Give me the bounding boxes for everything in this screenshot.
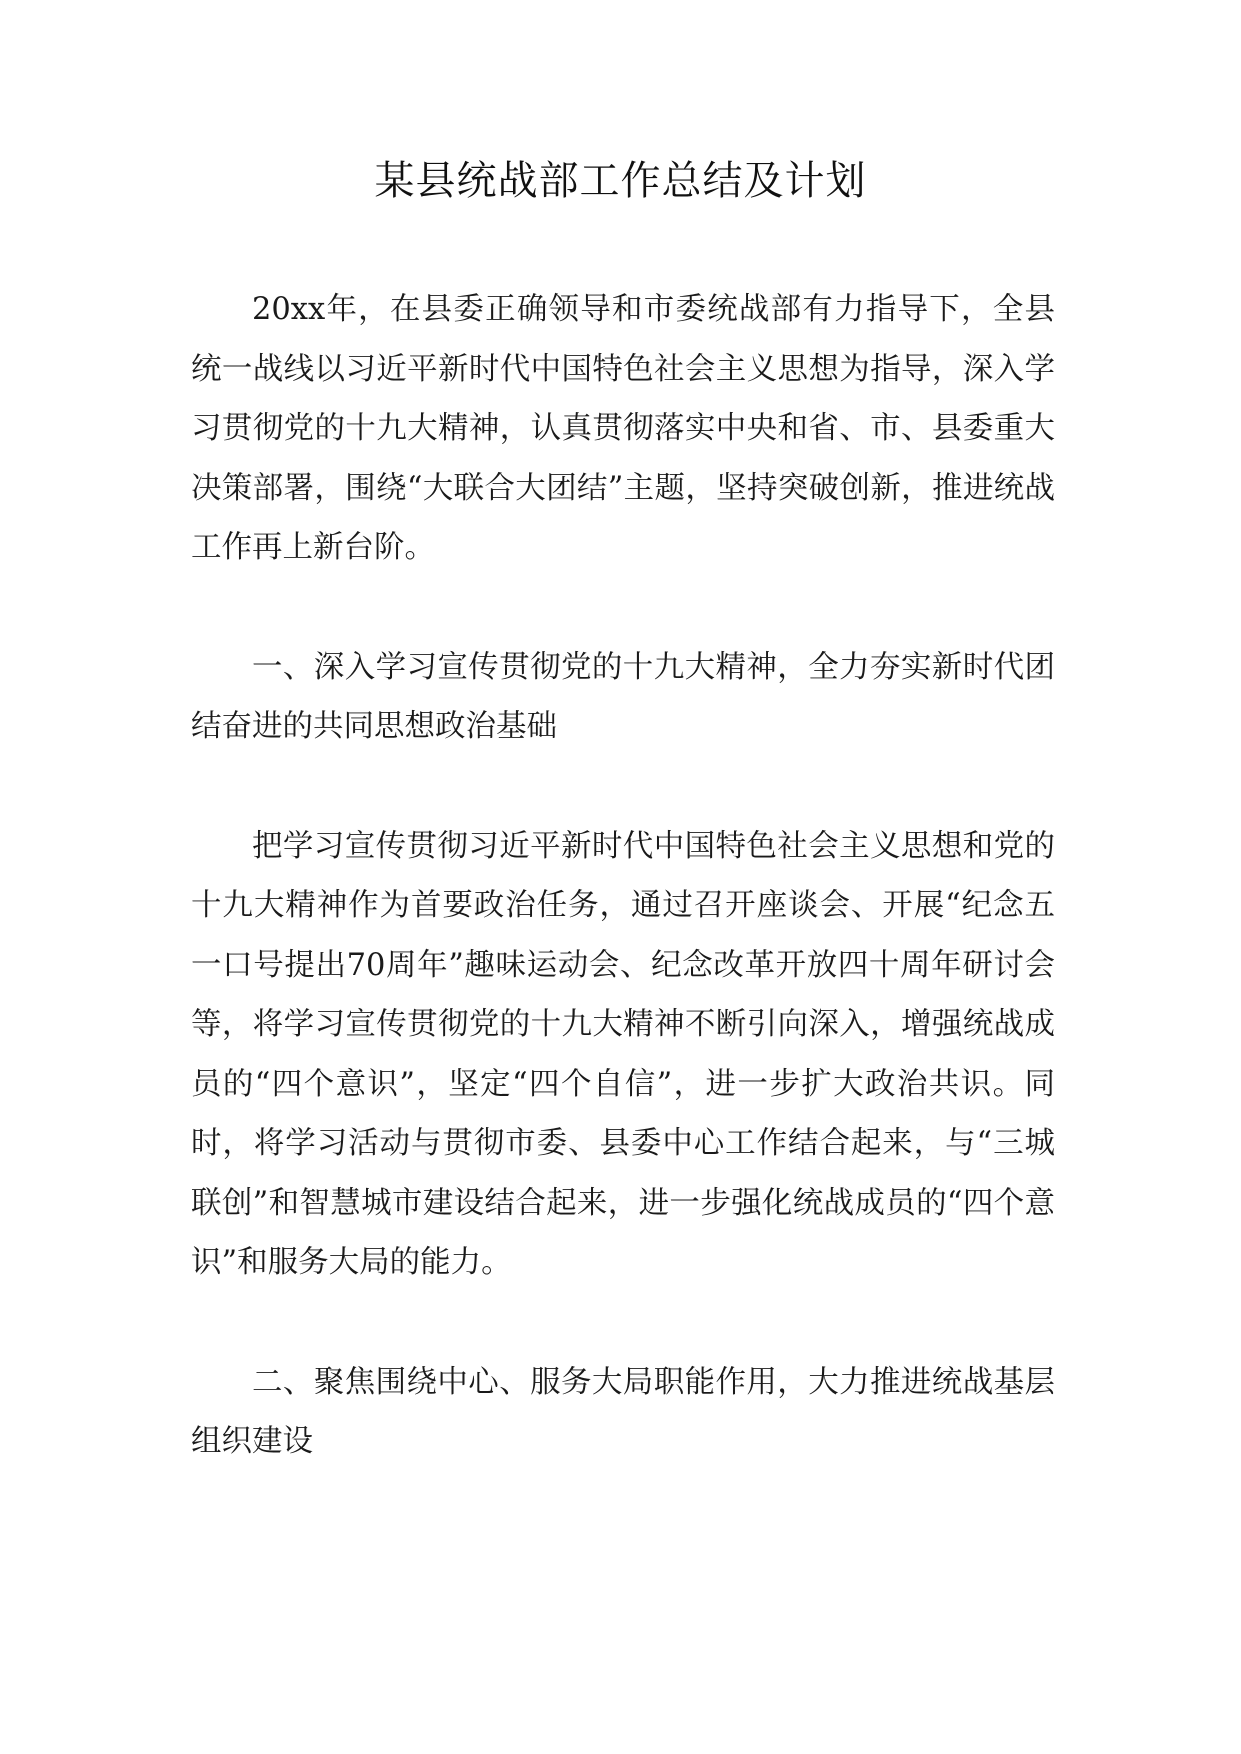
paragraph-gap xyxy=(191,1293,1055,1353)
section-heading-2: 二、聚焦围绕中心、服务大局职能作用，大力推进统战基层组织建设 xyxy=(191,1364,1055,1459)
section-heading-1: 一、深入学习宣传贯彻党的十九大精神，全力夯实新时代团结奋进的共同思想政治基础 xyxy=(191,649,1055,744)
document-body xyxy=(191,280,1055,1472)
intro-paragraph: 20xx年，在县委正确领导和市委统战部有力指导下，全县统一战线以习近平新时代中国特色社会主义思想为指导，深入学习贯彻党的十九大精神，认真贯彻落实中央和省、市、县委重大决策部署，围绕“大联合大团结”主题，坚持突破创新，推进统战工作再上新台阶。 xyxy=(191,292,1055,565)
document-title: 某县统战部工作总结及计划 xyxy=(374,158,867,204)
section-1-paragraph: 把学习宣传贯彻习近平新时代中国特色社会主义思想和党的十九大精神作为首要政治任务，通过召开座谈会、开展“纪念五一口号提出70周年”趣味运动会、纪念改革开放四十周年研讨会等，将学习宣传贯彻党的十九大精神不断引向深入，增强统战成员的“四个意识”，坚定“四个自信”，进一步扩大政治共识。同时，将学习活动与贯彻市委、县委中心工作结合起来，与“三城联创”和智慧城市建设结合起来，进一步强化统战成员的“四个意识”和服务大局的能力。 xyxy=(191,828,1055,1280)
paragraph-gap xyxy=(191,757,1055,817)
paragraph-gap xyxy=(191,578,1055,638)
